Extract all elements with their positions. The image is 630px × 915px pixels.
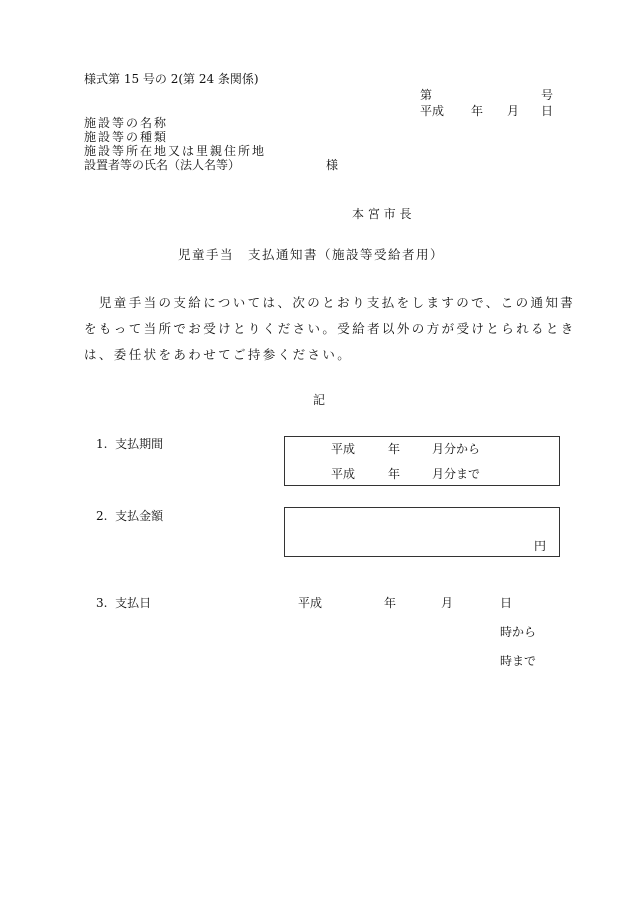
doc-number-prefix: 第 (420, 88, 433, 102)
body-line-1: 児童手当の支給については、次のとおり支払をしますので、この通知書 (84, 295, 576, 310)
payment-amount-label: 2. 支払金額 (96, 509, 164, 523)
form-number: 様式第 15 号の 2(第 24 条関係) (84, 72, 259, 86)
date-era: 平成 (420, 104, 445, 118)
payment-time-from: 時から (500, 625, 537, 639)
founder-name-label: 設置者等の氏名（法人名等） (84, 158, 241, 172)
body-line-3: は、委任状をあわせてご持参ください。 (84, 347, 353, 362)
facility-name-label: 施設等の名称 (84, 116, 169, 130)
page-title: 児童手当 支払通知書（施設等受給者用） (178, 247, 445, 262)
issuer: 本 宮 市 長 (352, 207, 412, 221)
payment-date-era: 平成 (298, 596, 323, 610)
body-line-2: をもって当所でお受けとりください。受給者以外の方が受けとられるとき (84, 321, 576, 336)
payment-period-label: 1. 支払期間 (96, 437, 164, 451)
payment-date-label: 3. 支払日 (96, 596, 152, 610)
facility-type-label: 施設等の種類 (84, 130, 169, 144)
doc-number-suffix: 号 (541, 88, 554, 102)
period-to-month: 月分まで (432, 467, 481, 481)
amount-unit: 円 (534, 539, 547, 553)
honorific: 様 (326, 158, 339, 172)
payment-date-year: 年 (384, 596, 397, 610)
facility-address-label: 施設等所在地又は里親住所地 (84, 144, 267, 158)
period-from-year: 年 (388, 442, 401, 456)
payment-date-month: 月 (441, 596, 454, 610)
payment-time-to: 時まで (500, 654, 537, 668)
date-year: 年 (471, 104, 484, 118)
payment-date-day: 日 (500, 596, 513, 610)
period-from-era: 平成 (331, 442, 356, 456)
payment-period-box (284, 436, 560, 486)
ki-marker: 記 (313, 393, 326, 407)
period-to-era: 平成 (331, 467, 356, 481)
period-from-month: 月分から (432, 442, 481, 456)
payment-amount-box (284, 507, 560, 557)
period-to-year: 年 (388, 467, 401, 481)
date-month: 月 (507, 104, 520, 118)
date-day: 日 (541, 104, 554, 118)
